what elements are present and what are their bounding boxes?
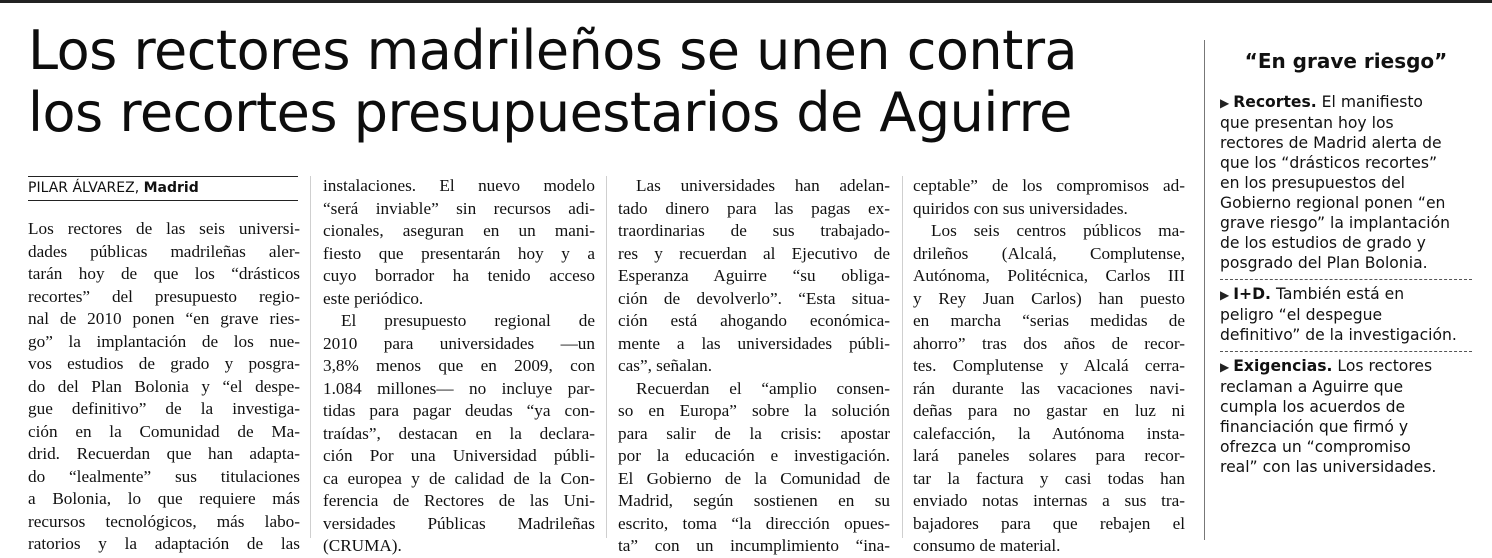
text-line: fiesto que presentarán hoy y a [323,243,595,263]
sidebar-text: peligro “el despegue [1220,306,1383,324]
sidebar-text: grave riesgo” la implantación [1220,214,1451,232]
sidebar-text: posgrado del Plan Bolonia. [1220,254,1428,272]
text-line: y Rey Juan Carlos) han puesto [913,288,1185,308]
text-line: res y recuerdan al Ejecutivo de [618,243,890,263]
text-line: 2010 para universidades —un [323,333,595,353]
text-line: ferencia de Rectores de las Uni- [323,491,595,510]
sidebar-text: definitivo” de la investigación. [1220,326,1457,344]
text-line: a Bolonia, lo que requiere más [28,489,300,508]
text-line: en marcha “serias medidas de [913,311,1185,330]
text-line: ción Por una Universidad públi- [323,446,595,465]
sidebar-text: de los estudios de grado y [1220,234,1426,252]
text-line: drileños (Alcalá, Complutense, [913,243,1185,263]
text-line: tarán hoy de que los “drásticos [28,264,300,283]
sidebar-text: ofrezca un “compromiso [1220,438,1411,456]
text-line: traídas”, destacan en la declara- [323,423,595,443]
sidebar-keyword: Recortes. [1233,93,1317,111]
article-column-1 [28,218,300,556]
text-line: Madrid, según sostienen en su [618,491,890,510]
text-line: vos estudios de grado y posgra- [28,354,300,373]
text-line: gue definitivo” de la investiga- [28,399,300,418]
sidebar-text: rectores de Madrid alerta de [1220,134,1442,152]
text-line: Los rectores de las seis universi- [28,219,300,238]
text-line: ratorios y la adaptación de las [28,534,300,553]
triangle-bullet-icon: ▶ [1220,288,1230,302]
article-column-4 [913,175,1185,558]
text-line: ceptable” de los compromisos ad- [913,176,1185,195]
sidebar-text: cumpla los acuerdos de [1220,398,1406,416]
article-column-2 [323,175,595,558]
sidebar-title: “En grave riesgo” [1244,49,1448,73]
text-line: Autónoma, Politécnica, Carlos III [913,266,1185,285]
text-line: tar la factura y casi todas han [913,468,1185,488]
headline [28,20,1188,144]
text-line: cas”, señalan. [618,356,713,375]
text-line: 1.084 millones— no incluye par- [323,378,595,398]
text-line: consumo de material. [913,536,1061,555]
column-divider [902,176,903,538]
sidebar-divider [1204,40,1205,540]
text-line: ción de devolverlo”. “Esta situa- [618,288,890,308]
text-line: mente a las universidades públi- [618,333,890,353]
text-line: El Gobierno de la Comunidad de [618,468,890,488]
text-line: enviado notas internas a sus tra- [913,491,1185,510]
sidebar-box [1220,48,1472,483]
text-line: so en Europa” sobre la solución [618,401,890,420]
triangle-bullet-icon: ▶ [1220,96,1230,110]
sidebar-item-recortes [1220,88,1472,280]
text-line: ción está ahogando económica- [618,311,890,330]
sidebar-text: Los rectores [1337,357,1433,375]
text-line: Los seis centros públicos ma- [931,221,1185,240]
sidebar-keyword: Exigencias. [1233,357,1333,375]
page-top-rule [0,0,1492,3]
text-line: lará paneles solares para recor- [913,446,1185,465]
sidebar-text: en los presupuestos del [1220,174,1406,192]
sidebar-text: financiación que firmó y [1220,418,1409,436]
text-line: do “lealmente” sus titulaciones [28,466,300,486]
text-line: bajadores para que rebajen el [913,513,1185,533]
byline [28,176,298,201]
text-line: ción en la Comunidad de Ma- [28,421,300,441]
sidebar-item-exigencias [1220,352,1472,483]
text-line: nal de 2010 ponen “en grave ries- [28,309,300,328]
text-line: escrito, toma “la dirección opues- [618,513,890,533]
text-line: cuyo borrador ha tenido acceso [323,266,595,285]
text-line: Recuerdan el “amplio consen- [636,378,890,398]
byline-city: Madrid [143,180,199,196]
sidebar-text: El manifiesto [1321,93,1423,111]
column-divider [310,176,311,538]
triangle-bullet-icon: ▶ [1220,360,1230,374]
text-line: recursos tecnológicos, más labo- [28,511,300,531]
text-line: calefacción, la Autónoma insta- [913,423,1185,443]
text-line: do del Plan Bolonia y “el despe- [28,376,300,396]
text-line: cionales, aseguran en un mani- [323,221,595,240]
text-line: recortes” del presupuesto regio- [28,286,300,306]
text-line: drid. Recuerdan que han adapta- [28,444,300,463]
text-line: instalaciones. El nuevo modelo [323,176,595,195]
text-line: deñas para no gastar en luz ni [913,401,1185,420]
article-column-3 [618,175,890,558]
sidebar-item-imasd [1220,280,1472,352]
text-line: “será inviable” sin recursos adi- [323,198,595,218]
text-line: rán durante las vacaciones navi- [913,378,1185,398]
text-line: ca europea y de calidad de la Con- [323,468,595,488]
text-line: tado dinero para las pagas ex- [618,198,890,218]
text-line: versidades Públicas Madrileñas [323,513,595,533]
text-line: El presupuesto regional de [341,311,595,330]
sidebar-text: Gobierno regional ponen “en [1220,194,1446,212]
headline-line: los recortes presupuestarios de Aguirre [28,81,1072,144]
headline-line: Los rectores madrileños se unen contra [28,19,1078,82]
text-line: por la educación e investigación. [618,446,890,465]
text-line: tes. Complutense y Alcalá cerra- [913,356,1185,375]
sidebar-keyword: I+D. [1233,285,1271,303]
sidebar-text: real” con las universidades. [1220,458,1437,476]
text-line: 3,8% menos que en 2009, con [323,356,595,375]
text-line: (CRUMA). [323,536,402,555]
text-line: tidas para pagar deudas “ya con- [323,401,595,420]
text-line: go” la implantación de los nue- [28,331,300,351]
sidebar-text: También está en [1275,285,1405,303]
text-line: traordinarias de sus trabajado- [618,221,890,240]
text-line: este periódico. [323,288,424,308]
column-divider [606,176,607,538]
text-line: quiridos con sus universidades. [913,198,1128,218]
text-line: dades públicas madrileñas aler- [28,241,300,261]
text-line: Las universidades han adelan- [636,176,890,195]
text-line: ahorro” tras dos años de recor- [913,333,1185,353]
text-line: Esperanza Aguirre “su obliga- [618,266,890,285]
sidebar-text: que los “drásticos recortes” [1220,154,1438,172]
text-line: para salir de la crisis: apostar [618,423,890,443]
sidebar-text: reclaman a Aguirre que [1220,378,1404,396]
byline-author: PILAR ÁLVAREZ, [28,180,140,196]
sidebar-text: que presentan hoy los [1220,114,1394,132]
text-line: ta” con un incumplimiento “ina- [618,536,890,555]
